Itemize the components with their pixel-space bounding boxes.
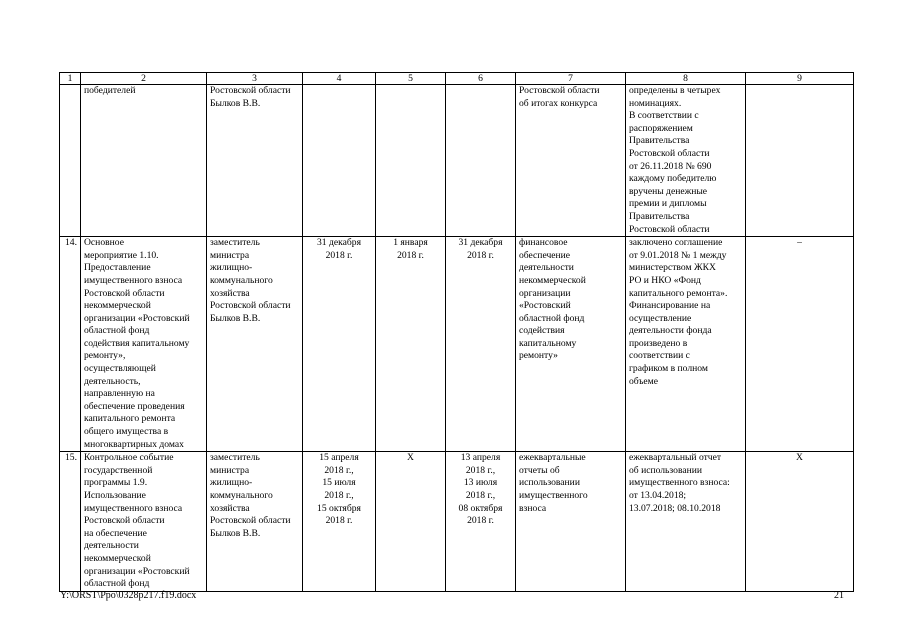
cell-line: Правительства — [629, 135, 690, 147]
cell-line: деятельности фонда — [629, 325, 712, 337]
cell-line: Ростовской области — [519, 85, 600, 96]
result-planned-cell — [516, 237, 626, 452]
cell-line: заместитель — [210, 237, 260, 249]
table-row — [60, 452, 854, 592]
cell-line: определены в четырех — [629, 85, 721, 96]
cell-line: номинациях. — [629, 97, 682, 109]
cell-line: Ростовской области — [84, 287, 165, 299]
cell-line: объеме — [629, 375, 658, 387]
cell-line: программы 1.9. — [84, 477, 148, 489]
cell-line: от 13.04.2018; — [629, 490, 687, 501]
cell-line: об итогах конкурса — [519, 97, 598, 109]
cell-line: капитального ремонта». — [629, 287, 728, 299]
cell-line: вручены денежные — [629, 185, 708, 197]
cell-line: 2018 г., — [324, 464, 354, 476]
actual-date-cell — [446, 452, 516, 592]
cell-line: осуществляющей — [84, 363, 156, 375]
start-date-cell — [376, 237, 446, 452]
cell-line: Контрольное событие — [84, 452, 174, 464]
column-header: 8 — [626, 73, 746, 85]
cell-line: 31 декабря — [317, 237, 361, 249]
column-header: 1 — [60, 73, 81, 85]
column-header: 9 — [746, 73, 854, 85]
cell-line: Ростовской области — [210, 515, 291, 527]
column-header: 4 — [303, 73, 376, 85]
column-header: 3 — [207, 73, 303, 85]
cell-line: 2018 г. — [467, 249, 494, 261]
actual-date-cell — [446, 85, 516, 237]
cell-line: Предоставление — [84, 262, 151, 274]
cell-line: хозяйства — [210, 287, 250, 299]
cell-line: 2018 г. — [325, 515, 353, 527]
actual-date-cell — [446, 237, 516, 452]
cell-line: финансовое — [519, 237, 568, 249]
cell-line: Былков В.В. — [210, 527, 261, 539]
cell-line: некоммерческой — [519, 274, 586, 286]
cell-line: ремонту» — [519, 350, 558, 362]
cell-line: 14. — [65, 237, 77, 249]
cell-line: Х — [796, 452, 803, 464]
cell-line: 2018 г. — [467, 515, 494, 527]
cell-line: об использовании — [629, 464, 703, 476]
cell-line: 15. — [65, 452, 77, 464]
cell-line: каждому победителю — [629, 173, 717, 185]
column-header: 5 — [376, 73, 446, 85]
cell-line: Х — [407, 452, 414, 464]
cell-line: 2018 г., — [324, 490, 354, 501]
result-actual-cell — [626, 85, 746, 237]
cell-line: имущественного взноса — [84, 274, 183, 286]
cell-line: имущественного — [519, 490, 588, 501]
cell-line: использовании — [519, 477, 580, 489]
cell-line: 13 апреля — [460, 452, 501, 464]
start-date-cell — [376, 85, 446, 237]
cell-line: направленную на — [84, 388, 155, 400]
row-number-cell — [60, 452, 81, 592]
cell-line: 15 июля — [322, 477, 356, 489]
cell-line: 2018 г. — [397, 249, 424, 261]
cell-line: министерством ЖКХ — [629, 262, 716, 274]
cell-line: «Ростовский — [519, 300, 571, 312]
cell-line: коммунального — [210, 274, 273, 286]
cell-line: 2018 г., — [465, 464, 496, 476]
cell-line: от 26.11.2018 № 690 — [629, 160, 712, 172]
cell-line: соответствии с — [629, 350, 690, 362]
result-planned-cell — [516, 452, 626, 592]
cell-line: Ростовской области — [210, 85, 291, 96]
cell-line: отчеты об — [519, 464, 560, 476]
cell-line: Ростовской области — [629, 147, 710, 159]
cell-line: имущественного взноса: — [629, 477, 730, 489]
cell-line: обеспечение проведения — [84, 400, 185, 412]
cell-line: коммунального — [210, 490, 273, 501]
page-number: 21 — [834, 590, 844, 601]
cell-line: мероприятие 1.10. — [84, 249, 159, 261]
cell-line: Использование — [84, 490, 146, 501]
cell-line: Былков В.В. — [210, 312, 261, 324]
cell-line: Финансирование на — [629, 300, 711, 312]
result-actual-cell — [626, 237, 746, 452]
column-header: 7 — [516, 73, 626, 85]
cell-line: областной фонд — [84, 578, 150, 590]
cell-line: организации — [519, 287, 571, 299]
cell-line: распоряжением — [629, 122, 693, 134]
event-name-cell — [81, 85, 207, 237]
cell-line: Ростовской области — [210, 300, 291, 312]
cell-line: имущественного взноса — [84, 502, 183, 514]
cell-line: РО и НКО «Фонд — [629, 274, 701, 286]
event-name-cell — [81, 452, 207, 592]
cell-line: деятельности — [84, 540, 139, 552]
cell-line: содействия — [519, 325, 565, 337]
table-row — [60, 85, 854, 237]
responsible-cell — [207, 85, 303, 237]
column-header: 2 — [81, 73, 207, 85]
cell-line: победителей — [84, 85, 136, 96]
cell-line: заключено соглашение — [629, 237, 723, 249]
cell-line: обеспечение — [519, 249, 571, 261]
planned-date-cell — [303, 452, 376, 592]
cell-line: областной фонд — [519, 312, 585, 324]
row-number-cell — [60, 237, 81, 452]
result-planned-cell — [516, 85, 626, 237]
cell-line: В соответствии с — [629, 110, 699, 122]
cell-line: взноса — [519, 502, 547, 514]
cell-line: капитального ремонта — [84, 413, 176, 425]
start-date-cell — [376, 452, 446, 592]
cell-line: – — [797, 237, 802, 249]
cell-line: ремонту», — [84, 350, 126, 362]
cell-line: жилищно- — [210, 477, 253, 489]
cell-line: заместитель — [210, 452, 260, 464]
cell-line: 13.07.2018; 08.10.2018 — [629, 502, 721, 514]
cell-line: содействия капитальному — [84, 337, 190, 349]
cell-line: графиком в полном — [629, 363, 708, 375]
cell-line: 13 июля — [463, 477, 498, 489]
table-row — [60, 237, 854, 452]
cell-line: ежеквартальный отчет — [629, 452, 722, 464]
report-table — [59, 72, 854, 592]
responsible-cell — [207, 452, 303, 592]
cell-line: хозяйства — [210, 502, 250, 514]
cell-line: некоммерческой — [84, 300, 151, 312]
cell-line: ежеквартальные — [519, 452, 586, 464]
cell-line: 2018 г. — [325, 249, 353, 261]
cell-line: 31 декабря — [458, 237, 503, 249]
cell-line: произведено в — [629, 337, 688, 349]
cell-line: от 9.01.2018 № 1 между — [629, 249, 727, 261]
cell-line: Ростовской области — [84, 515, 165, 527]
cell-line: некоммерческой — [84, 552, 151, 564]
cell-line: министра — [210, 464, 250, 476]
notes-cell — [746, 85, 854, 237]
notes-cell — [746, 237, 854, 452]
cell-line: областной фонд — [84, 325, 150, 337]
cell-line: 1 января — [393, 237, 428, 249]
header-row — [60, 73, 854, 85]
column-header: 6 — [446, 73, 516, 85]
cell-line: капитальному — [519, 337, 577, 349]
notes-cell — [746, 452, 854, 592]
cell-line: Правительства — [629, 210, 690, 222]
result-actual-cell — [626, 452, 746, 592]
cell-line: 2018 г., — [465, 490, 496, 501]
cell-line: премии и дипломы — [629, 198, 707, 210]
cell-line: осуществление — [629, 312, 692, 324]
document-path: Y:\ORST\Ppo\0328p217.f19.docx — [60, 590, 197, 601]
cell-line: деятельность, — [84, 375, 141, 387]
planned-date-cell — [303, 85, 376, 237]
responsible-cell — [207, 237, 303, 452]
cell-line: 15 апреля — [319, 452, 359, 464]
cell-line: общего имущества в — [84, 426, 169, 438]
cell-line: 08 октября — [458, 502, 503, 514]
cell-line: государственной — [84, 464, 153, 476]
cell-line: министра — [210, 249, 250, 261]
cell-line: многоквартирных домах — [84, 438, 184, 450]
cell-line: 15 октября — [317, 502, 361, 514]
cell-line: жилищно- — [210, 262, 253, 274]
cell-line: деятельности — [519, 262, 574, 274]
cell-line: на обеспечение — [84, 527, 147, 539]
cell-line: Ростовской области — [629, 223, 710, 235]
cell-line: организации «Ростовский — [84, 312, 190, 324]
planned-date-cell — [303, 237, 376, 452]
event-name-cell — [81, 237, 207, 452]
row-number-cell — [60, 85, 81, 237]
cell-line: Былков В.В. — [210, 97, 261, 109]
cell-line: Основное — [84, 237, 124, 249]
cell-line: организации «Ростовский — [84, 565, 190, 577]
